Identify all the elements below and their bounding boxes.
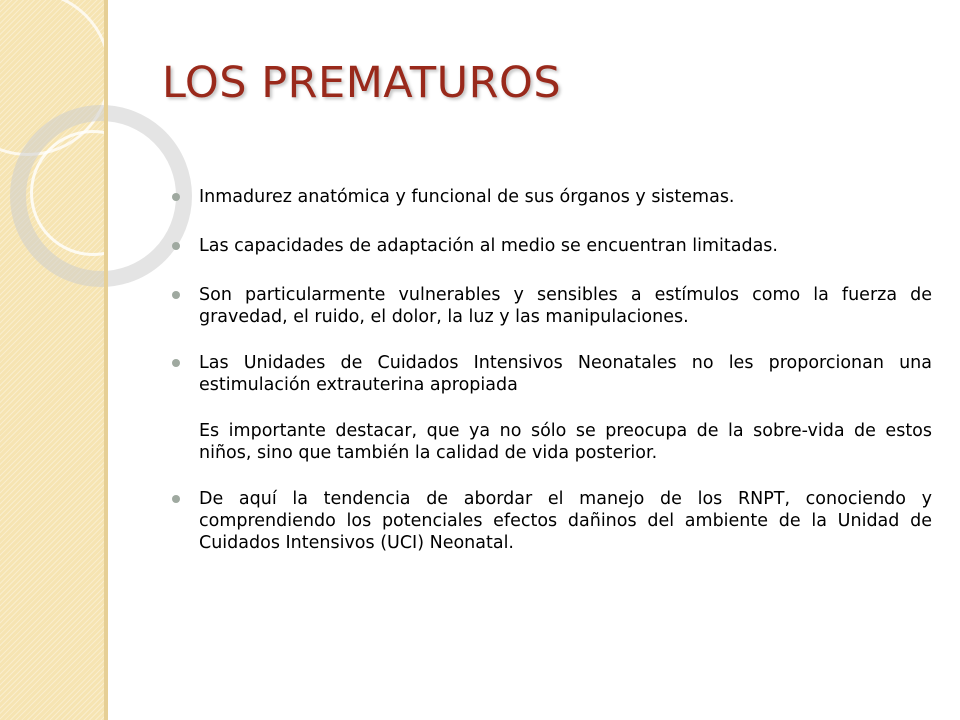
bullet-dot-icon	[172, 193, 180, 201]
decorative-ring-icon	[30, 130, 156, 256]
bullet-dot-icon	[172, 495, 180, 503]
bullet-text: Es importante destacar, que ya no sólo se preocupa de la sobre-vida de estos niños, sino que también la calidad de vida posterior.	[199, 421, 932, 463]
band-divider	[104, 0, 108, 720]
bullet-text: Inmadurez anatómica y funcional de sus órganos y sistemas.	[199, 187, 735, 207]
bullet-text: De aquí la tendencia de abordar el manejo de los RNPT, conociendo y comprendiendo los potenciales efectos dañinos del ambiente de la Unidad de Cuidados Intensivos (UCI) Neonatal.	[199, 489, 932, 553]
bullet-item	[172, 352, 932, 396]
bullet-text: Las Unidades de Cuidados Intensivos Neonatales no les proporcionan una estimulación extrauterina apropiada	[199, 353, 932, 395]
paragraph-item	[172, 420, 932, 464]
bullet-item	[172, 186, 932, 208]
bullet-item	[172, 235, 932, 257]
slide-title: LOS PREMATUROS	[162, 58, 562, 108]
bullet-text: Son particularmente vulnerables y sensibles a estímulos como la fuerza de gravedad, el ruido, el dolor, la luz y las manipulaciones.	[199, 285, 932, 327]
bullet-list	[172, 186, 932, 581]
bullet-dot-icon	[172, 359, 180, 367]
bullet-dot-icon	[172, 242, 180, 250]
bullet-dot-icon	[172, 291, 180, 299]
bullet-item	[172, 488, 932, 554]
bullet-text: Las capacidades de adaptación al medio se encuentran limitadas.	[199, 236, 778, 256]
bullet-item	[172, 284, 932, 328]
decorative-side-band	[0, 0, 104, 720]
